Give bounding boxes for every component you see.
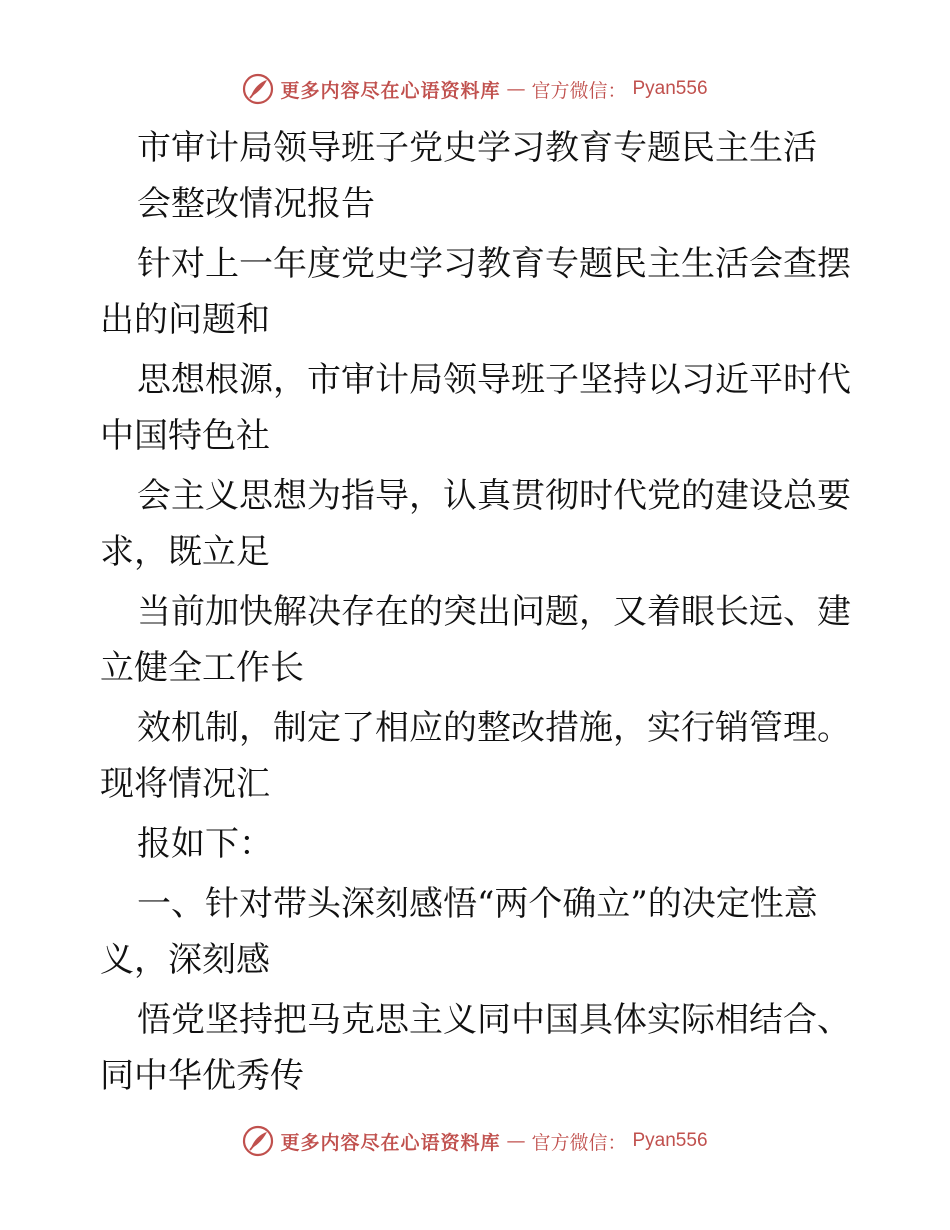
watermark-contact-handle: Pyan556: [632, 1130, 708, 1151]
text-line: 当前加快解决存在的突出问题，又着眼长远、建: [137, 592, 851, 632]
watermark-contact-label: 官方微信：: [531, 79, 627, 102]
watermark-site-text: 更多内容尽在心语资料库: [280, 79, 501, 102]
text-line: 立健全工作长: [100, 648, 304, 688]
text-line: 悟党坚持把马克思主义同中国具体实际相结合、: [137, 1000, 851, 1040]
text-line: 会主义思想为指导，认真贯彻时代党的建设总要: [137, 476, 851, 516]
text-line: 求，既立足: [100, 532, 270, 572]
text-line: 市审计局领导班子党史学习教育专题民主生活: [137, 128, 817, 168]
text-line: 会整改情况报告: [137, 184, 375, 224]
text-line: 现将情况汇: [100, 764, 270, 804]
text-line: 报如下：: [137, 824, 273, 864]
text-line: 一、针对带头深刻感悟“两个确立”的决定性意: [137, 884, 818, 924]
text-line: 出的问题和: [100, 300, 270, 340]
watermark-separator: —: [506, 78, 526, 100]
text-line: 同中华优秀传: [100, 1056, 304, 1096]
watermark-separator: —: [506, 1130, 526, 1152]
text-line: 针对上一年度党史学习教育专题民主生活会查摆: [137, 244, 851, 284]
watermark-site-text: 更多内容尽在心语资料库: [280, 1131, 501, 1154]
text-line: 义，深刻感: [100, 940, 270, 980]
feather-pen-logo-icon: [242, 1125, 274, 1157]
text-line: 中国特色社: [100, 416, 270, 456]
text-line: 思想根源，市审计局领导班子坚持以习近平时代: [137, 360, 851, 400]
header-watermark: [0, 72, 950, 106]
text-line: 效机制，制定了相应的整改措施，实行销管理。: [137, 708, 851, 748]
watermark-contact-handle: Pyan556: [632, 78, 708, 99]
footer-watermark: [0, 1124, 950, 1158]
watermark-contact-label: 官方微信：: [531, 1131, 627, 1154]
feather-pen-logo-icon: [242, 73, 274, 105]
